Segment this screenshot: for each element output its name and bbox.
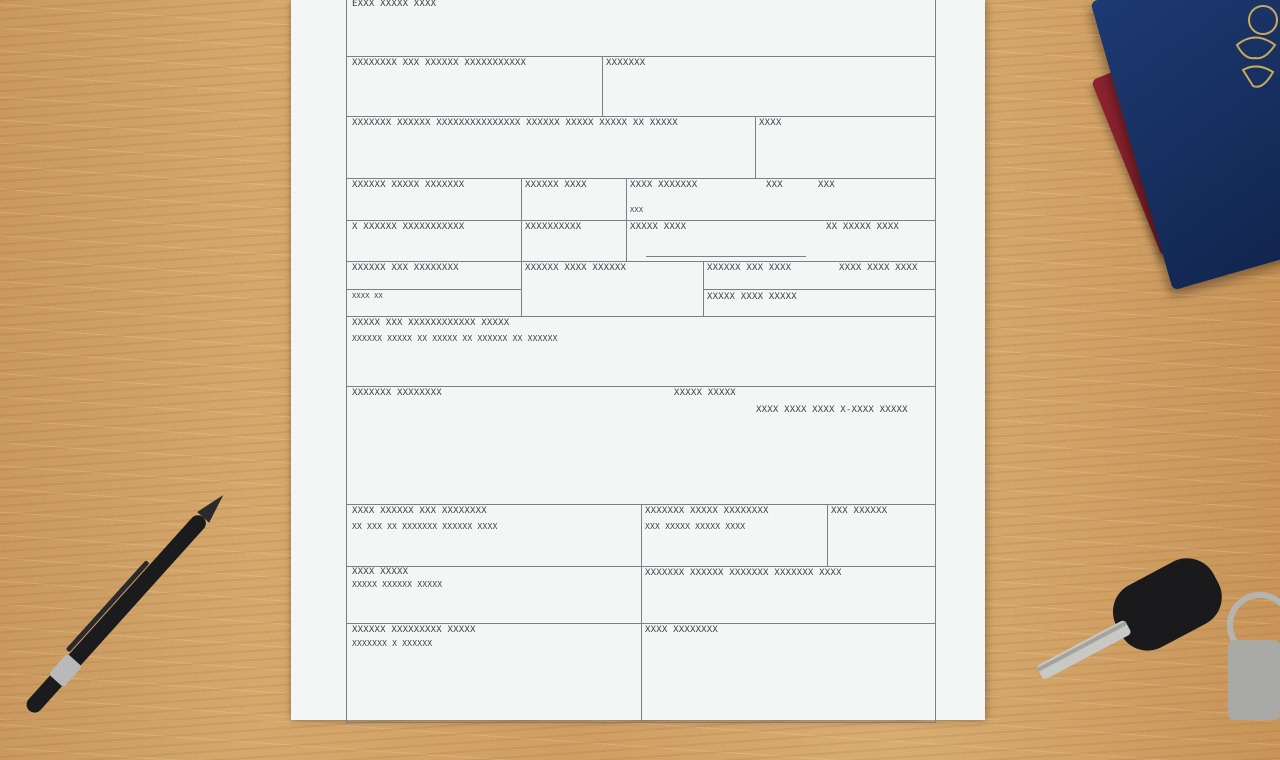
- row4-label-c: XXXXX XXXX: [630, 222, 687, 232]
- row4-label-b: XXXXXXXXXX: [525, 222, 582, 232]
- car-keys: [1010, 530, 1280, 720]
- row3-label-c: XXXX XXXXXXX: [630, 180, 698, 190]
- row10-label-b: XXXXXXX X XXXXXX: [352, 639, 433, 648]
- row3-label-a: XXXXXX XXXXX XXXXXXX: [352, 180, 465, 190]
- row5-label-d: XXXX XXXX XXXX: [839, 263, 918, 273]
- row5-label-c: XXXXXX XXX XXXX: [707, 263, 792, 273]
- header-label: EXXX XXXXX XXXX: [352, 0, 437, 9]
- row2-label-b: XXXX: [759, 118, 782, 128]
- row3-label-e: XXX: [818, 180, 835, 190]
- row3-label-d: XXX: [766, 180, 783, 190]
- row4-underline: [646, 256, 806, 257]
- row7-field[interactable]: [346, 386, 936, 505]
- row10-label-a: XXXXXX XXXXXXXXX XXXXX: [352, 625, 476, 635]
- row9-label-a: XXXX XXXXX: [352, 567, 409, 577]
- row8-label-c: XXXXXXX XXXXX XXXXXXXX: [645, 506, 769, 516]
- row10-field-b[interactable]: [641, 623, 936, 723]
- row8-label-b: XX XXX XX XXXXXXX XXXXXX XXXX: [352, 522, 498, 531]
- form-grid: [346, 0, 936, 720]
- row10-label-c: XXXX XXXXXXXX: [645, 625, 719, 635]
- pen: [0, 430, 310, 760]
- row5-label-f: XXXXX XXXX XXXXX: [707, 292, 797, 302]
- row7-label-c: XXXX XXXX XXXX X-XXXX XXXXX: [756, 405, 908, 415]
- row6-label-b: XXXXXX XXXXX XX XXXXX XX XXXXXX XX XXXXXX: [352, 334, 558, 343]
- row1-field-b[interactable]: [602, 56, 936, 117]
- row1-label-b: XXXXXXX: [606, 58, 646, 68]
- row2-label-a: XXXXXXX XXXXXX XXXXXXXXXXXXXXX XXXXXX XXXXX XXXXX XX XXXXX: [352, 118, 678, 128]
- row6-label-a: XXXXX XXX XXXXXXXXXXXX XXXXX: [352, 318, 510, 328]
- row5-label-b: XXXXXX XXXX XXXXXX: [525, 263, 627, 273]
- row10-field-a[interactable]: [346, 623, 642, 723]
- row9-label-c: XXXXXXX XXXXXX XXXXXXX XXXXXXX XXXX: [645, 568, 842, 578]
- passport-emblem-icon: [1225, 0, 1280, 100]
- row3-label-b: XXXXXX XXXX: [525, 180, 587, 190]
- row4-label-a: X XXXXXX XXXXXXXXXXX: [352, 222, 465, 232]
- row7-label-b: XXXXX XXXXX: [674, 388, 736, 398]
- row9-label-b: XXXXX XXXXXX XXXXX: [352, 580, 443, 589]
- row2-field-b[interactable]: [755, 116, 936, 179]
- row8-label-d: XXX XXXXX XXXXX XXXX: [645, 522, 746, 531]
- row5-label-a: XXXXXX XXX XXXXXXXX: [352, 263, 459, 273]
- row3-label-f: XXX: [630, 206, 644, 214]
- row4-label-d: XX XXXXX XXXX: [826, 222, 900, 232]
- row1-label-a: XXXXXXXX XXX XXXXXX XXXXXXXXXXX: [352, 58, 527, 68]
- application-form-paper: [291, 0, 985, 720]
- row7-label-a: XXXXXXX XXXXXXXX: [352, 388, 442, 398]
- row8-label-e: XXX XXXXXX: [831, 506, 888, 516]
- row8-label-a: XXXX XXXXXX XXX XXXXXXXX: [352, 506, 487, 516]
- row5-label-e: XXXX XX: [352, 292, 383, 300]
